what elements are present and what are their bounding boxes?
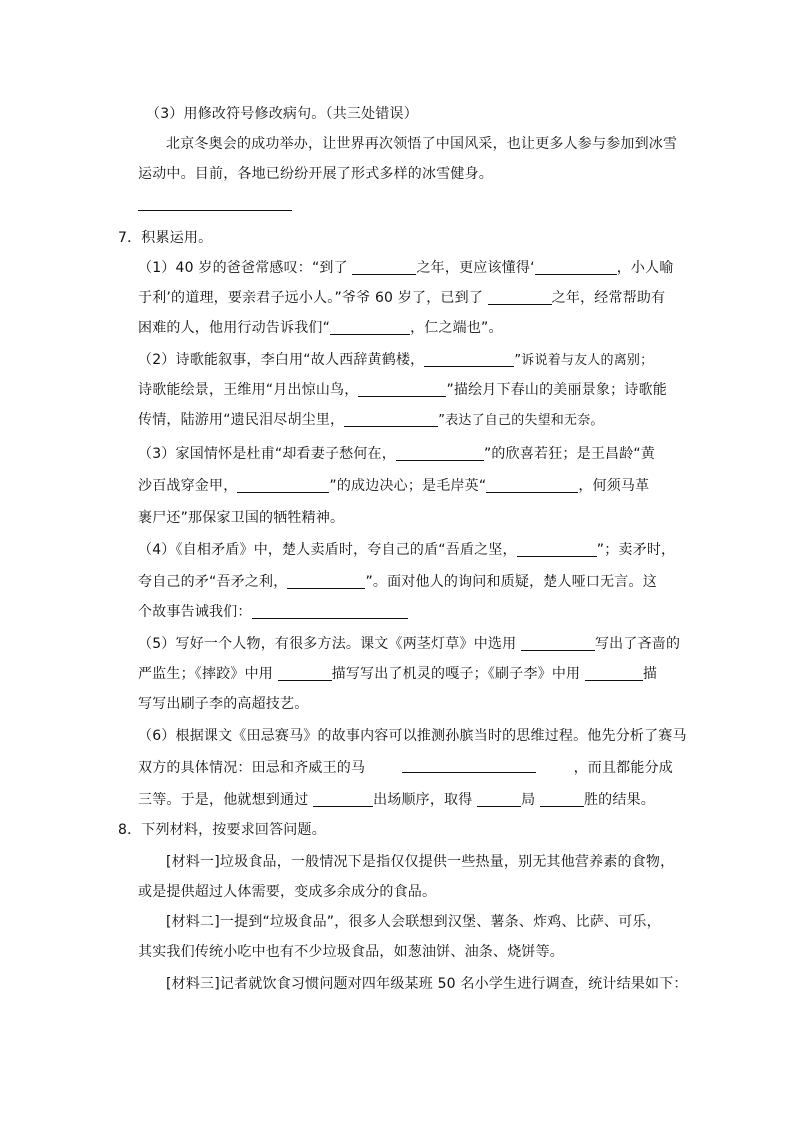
q7-2-line2: 诗歌能绘景，王维用“月出惊山鸟， ”描绘月下春山的美丽景象；诗歌能 [138, 382, 667, 398]
q7-3-line1: （3）家国情怀是杜甫“却看妻子愁何在， ”的欣喜若狂；是王昌龄“黄 [138, 446, 656, 462]
q7-1-line2: 于利’的道理，要亲君子远小人。”爷爷 60 岁了，已到了 之年，经常帮助有 [138, 290, 666, 306]
q7-4-line2: 夸自己的矛“吾矛之利， ”。面对他人的询问和质疑，楚人哑口无言。这 [138, 574, 657, 590]
answer-blank[interactable] [278, 666, 332, 681]
material-1-line1: [材料一]垃圾食品，一般情况下是指仅仅提供一些热量，别无其他营养素的食物， [166, 854, 675, 870]
q6-3-header: （3）用修改符号修改病句。（共三处错误） [146, 106, 418, 122]
answer-blank[interactable] [486, 478, 578, 493]
material-2-line2: 其实我们传统小吃中也有不少垃圾食品，如葱油饼、油条、烧饼等。 [138, 944, 564, 960]
answer-blank[interactable] [477, 792, 521, 807]
answer-blank[interactable] [252, 604, 408, 619]
q7-3-line3: 裹尸还”那保家卫国的牺牲精神。 [138, 510, 345, 526]
q7-1-line3: 困难的人，他用行动告诉我们“ ，仁之端也”。 [138, 320, 503, 336]
q7-6-line1: （6）根据课文《田忌赛马》的故事内容可以推测孙膑当时的思维过程。他先分析了赛马 [138, 728, 687, 744]
answer-blank[interactable] [287, 574, 365, 589]
q6-3-answer-line[interactable] [138, 210, 292, 211]
q7-5-line1: （5）写好一个人物，有很多方法。课文《两茎灯草》中选用 写出了吝啬的 [138, 636, 681, 652]
answer-blank[interactable] [358, 382, 446, 397]
q7-4-line3: 个故事告诫我们： [138, 602, 408, 622]
answer-blank[interactable] [424, 352, 514, 367]
q7-5-line3: 写写出刷子李的高超技艺。 [138, 696, 309, 712]
q7-5-line2: 严监生；《摔跤》中用 描写写出了机灵的嘎子；《刷子李》中用 描 [138, 666, 658, 682]
answer-blank[interactable] [540, 792, 584, 807]
material-2-line1: [材料二]一提到“垃圾食品”，很多人会联想到汉堡、薯条、炸鸡、比萨、可乐， [166, 914, 661, 930]
q7-1-line1: （1）40 岁的爸爸常感叹：“到了 之年，更应该懂得‘ ，小人喻 [138, 260, 674, 276]
answer-blank[interactable] [344, 412, 438, 427]
answer-blank[interactable] [396, 446, 484, 461]
q7-2-line1: （2）诗歌能叙事，李白用“故人西辞黄鹤楼， ”诉说着与友人的离别； [138, 352, 654, 368]
answer-blank[interactable] [352, 260, 416, 275]
answer-blank[interactable] [521, 636, 595, 651]
material-3-line1: [材料三]记者就饮食习惯问题对四年级某班 50 名小学生进行调查，统计结果如下： [166, 976, 688, 992]
answer-blank[interactable] [237, 478, 329, 493]
answer-blank[interactable] [313, 792, 373, 807]
q7-2-line3: 传情，陆游用“遗民泪尽胡尘里， ”表达了自己的失望和无奈。 [138, 412, 604, 428]
q7-title: 7．积累运用。 [118, 230, 213, 246]
q7-6-line3: 三等。于是，他就想到通过 出场顺序，取得 局 胜的结果。 [138, 792, 655, 808]
material-1-line2: 或是提供超过人体需要，变成多余成分的食品。 [138, 884, 437, 900]
q6-3-sentence-line2: 运动中。目前，各地已纷纷开展了形式多样的冰雪健身。 [138, 166, 493, 182]
answer-blank[interactable] [585, 666, 643, 681]
answer-blank[interactable] [330, 320, 410, 335]
q7-4-line1: （4）《自相矛盾》中，楚人卖盾时，夸自己的盾“吾盾之坚， ”；卖矛时， [138, 542, 676, 558]
q6-3-sentence-line1: 北京冬奥会的成功举办，让世界再次领悟了中国风采，也让更多人参与参加到冰雪 [166, 136, 678, 152]
answer-blank[interactable] [488, 290, 552, 305]
q7-3-line2: 沙百战穿金甲， ”的成边决心；是毛岸英“ ，何须马革 [138, 478, 650, 494]
q7-6-line2: 双方的具体情况：田忌和齐威王的马 ，而且都能分成 [138, 760, 673, 776]
answer-blank[interactable] [535, 260, 617, 275]
answer-blank[interactable] [402, 758, 536, 773]
q8-title: 8．下列材料，按要求回答问题。 [118, 822, 326, 838]
answer-blank[interactable] [517, 542, 597, 557]
